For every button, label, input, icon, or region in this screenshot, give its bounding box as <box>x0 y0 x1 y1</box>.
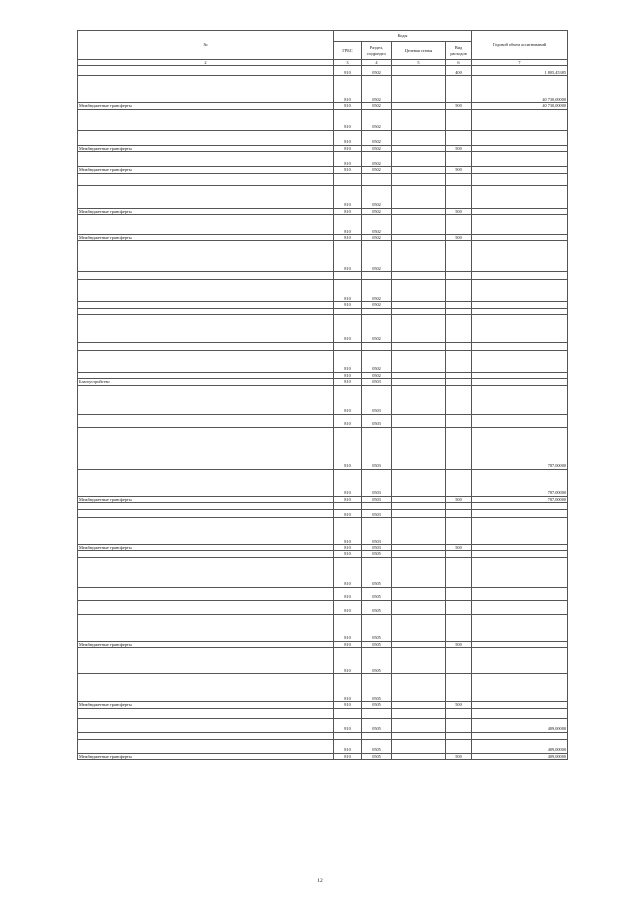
row-target <box>392 753 446 759</box>
row-section: 0505 <box>362 753 392 759</box>
header-codes: Коды <box>334 31 472 42</box>
row-section: 0503 <box>362 496 392 502</box>
row-section <box>362 272 392 280</box>
row-grbs: 810 <box>334 66 362 76</box>
row-grbs: 810 <box>334 302 362 308</box>
row-grbs: 810 <box>334 718 362 732</box>
row-target <box>392 510 446 518</box>
row-section: 0503 <box>362 518 392 545</box>
row-amount <box>472 648 568 674</box>
table-row <box>78 739 568 753</box>
row-description <box>78 587 334 600</box>
row-grbs: 810 <box>334 350 362 372</box>
row-section <box>362 342 392 350</box>
row-description: Благоустройство <box>78 379 334 385</box>
row-grbs: 810 <box>334 545 362 551</box>
table-row <box>78 185 568 208</box>
row-exp-type <box>446 510 472 518</box>
row-section <box>362 503 392 510</box>
row-amount <box>472 185 568 208</box>
row-target <box>392 152 446 167</box>
row-target <box>392 600 446 614</box>
row-grbs: 810 <box>334 385 362 414</box>
row-description <box>78 469 334 496</box>
row-section: 0502 <box>362 145 392 151</box>
row-target <box>392 518 446 545</box>
row-section: 0502 <box>362 241 392 272</box>
row-grbs: 810 <box>334 510 362 518</box>
row-amount <box>472 241 568 272</box>
row-target <box>392 215 446 235</box>
row-amount: 787,00000 <box>472 496 568 502</box>
row-section: 0505 <box>362 614 392 641</box>
row-target <box>392 732 446 739</box>
row-amount: 1 805,45385 <box>472 66 568 76</box>
row-target <box>392 130 446 145</box>
row-target <box>392 314 446 342</box>
row-exp-type: 500 <box>446 641 472 647</box>
row-amount <box>472 600 568 614</box>
header-no: № <box>78 31 334 60</box>
row-grbs: 810 <box>334 674 362 702</box>
row-section: 0502 <box>362 302 392 308</box>
row-grbs: 810 <box>334 372 362 378</box>
table-row <box>78 503 568 510</box>
row-grbs: 810 <box>334 145 362 151</box>
row-description <box>78 185 334 208</box>
row-section: 0502 <box>362 215 392 235</box>
row-exp-type <box>446 600 472 614</box>
row-description <box>78 241 334 272</box>
row-grbs: 810 <box>334 753 362 759</box>
row-grbs: 810 <box>334 103 362 109</box>
row-exp-type: 400 <box>446 66 472 76</box>
table-row <box>78 469 568 496</box>
table-row <box>78 350 568 372</box>
row-grbs: 810 <box>334 167 362 173</box>
row-exp-type <box>446 414 472 427</box>
row-section: 0502 <box>362 208 392 214</box>
row-target <box>392 185 446 208</box>
row-exp-type <box>446 503 472 510</box>
row-amount <box>472 342 568 350</box>
row-exp-type: 500 <box>446 103 472 109</box>
row-description <box>78 350 334 372</box>
row-section: 0502 <box>362 350 392 372</box>
row-description <box>78 109 334 130</box>
row-amount <box>472 314 568 342</box>
row-target <box>392 76 446 103</box>
row-description <box>78 272 334 280</box>
table-row <box>78 215 568 235</box>
row-exp-type <box>446 280 472 302</box>
row-amount: 40 730,00000 <box>472 103 568 109</box>
colnum-2: 2 <box>78 60 334 66</box>
row-section: 0502 <box>362 372 392 378</box>
row-target <box>392 614 446 641</box>
table-row <box>78 674 568 702</box>
row-grbs: 810 <box>334 152 362 167</box>
row-description: Межбюджетные трансферты <box>78 103 334 109</box>
row-exp-type <box>446 350 472 372</box>
row-section: 0505 <box>362 718 392 732</box>
row-exp-type: 500 <box>446 167 472 173</box>
row-exp-type <box>446 173 472 185</box>
row-grbs: 810 <box>334 614 362 641</box>
row-description <box>78 503 334 510</box>
row-target <box>392 385 446 414</box>
row-description <box>78 342 334 350</box>
row-target <box>392 272 446 280</box>
row-description: Межбюджетные трансферты <box>78 235 334 241</box>
row-description <box>78 518 334 545</box>
row-description <box>78 76 334 103</box>
row-grbs: 810 <box>334 702 362 708</box>
page-number: 12 <box>317 878 323 884</box>
row-exp-type <box>446 739 472 753</box>
row-description <box>78 130 334 145</box>
row-exp-type <box>446 385 472 414</box>
row-section: 0502 <box>362 76 392 103</box>
row-amount <box>472 109 568 130</box>
row-target <box>392 503 446 510</box>
row-amount <box>472 414 568 427</box>
row-grbs: 810 <box>334 185 362 208</box>
row-description <box>78 648 334 674</box>
row-description <box>78 385 334 414</box>
row-amount <box>472 732 568 739</box>
row-exp-type <box>446 109 472 130</box>
row-grbs: 810 <box>334 76 362 103</box>
table-row <box>78 280 568 302</box>
row-section: 0502 <box>362 130 392 145</box>
row-exp-type <box>446 718 472 732</box>
row-description <box>78 66 334 76</box>
row-grbs: 810 <box>334 641 362 647</box>
row-section <box>362 708 392 718</box>
table-row <box>78 173 568 185</box>
row-description <box>78 732 334 739</box>
row-grbs: 810 <box>334 469 362 496</box>
row-description: Межбюджетные трансферты <box>78 167 334 173</box>
table-row <box>78 414 568 427</box>
row-description <box>78 674 334 702</box>
row-description <box>78 215 334 235</box>
row-amount <box>472 614 568 641</box>
row-section: 0505 <box>362 587 392 600</box>
row-section: 0503 <box>362 414 392 427</box>
row-grbs <box>334 272 362 280</box>
row-target <box>392 280 446 302</box>
row-target <box>392 648 446 674</box>
row-exp-type <box>446 152 472 167</box>
colnum-7: 7 <box>472 60 568 66</box>
row-target <box>392 414 446 427</box>
row-section: 0503 <box>362 510 392 518</box>
row-description <box>78 718 334 732</box>
row-grbs <box>334 503 362 510</box>
row-exp-type: 500 <box>446 702 472 708</box>
row-section: 0503 <box>362 545 392 551</box>
row-section <box>362 732 392 739</box>
row-description <box>78 314 334 342</box>
table-row <box>78 557 568 587</box>
row-section: 0505 <box>362 600 392 614</box>
row-section: 0503 <box>362 469 392 496</box>
row-target <box>392 350 446 372</box>
row-section: 0502 <box>362 66 392 76</box>
row-exp-type <box>446 342 472 350</box>
row-exp-type <box>446 215 472 235</box>
row-section <box>362 173 392 185</box>
budget-allocation-table <box>77 30 568 760</box>
row-amount: 787,00000 <box>472 469 568 496</box>
header-exp-type: Вид расходов <box>446 42 472 60</box>
row-section: 0505 <box>362 648 392 674</box>
row-amount <box>472 674 568 702</box>
row-grbs: 810 <box>334 587 362 600</box>
row-grbs <box>334 173 362 185</box>
row-exp-type <box>446 130 472 145</box>
colnum-4: 4 <box>362 60 392 66</box>
row-grbs: 810 <box>334 314 362 342</box>
row-description <box>78 557 334 587</box>
row-grbs: 810 <box>334 557 362 587</box>
table-row <box>78 241 568 272</box>
table-row <box>78 342 568 350</box>
row-description: Межбюджетные трансферты <box>78 753 334 759</box>
row-grbs: 810 <box>334 109 362 130</box>
row-amount <box>472 503 568 510</box>
row-grbs: 810 <box>334 600 362 614</box>
row-amount <box>472 518 568 545</box>
row-description: Межбюджетные трансферты <box>78 702 334 708</box>
row-section: 0505 <box>362 674 392 702</box>
table-row <box>78 648 568 674</box>
table-row <box>78 718 568 732</box>
row-amount <box>472 280 568 302</box>
row-grbs: 810 <box>334 130 362 145</box>
row-amount <box>472 173 568 185</box>
row-grbs: 810 <box>334 739 362 753</box>
header-section: Раздел, подраздел <box>362 42 392 60</box>
row-exp-type: 500 <box>446 208 472 214</box>
row-target <box>392 718 446 732</box>
table-row <box>78 600 568 614</box>
row-description: Межбюджетные трансферты <box>78 641 334 647</box>
table-row <box>78 732 568 739</box>
table-row <box>78 76 568 103</box>
row-exp-type <box>446 614 472 641</box>
row-description <box>78 614 334 641</box>
row-description: Межбюджетные трансферты <box>78 208 334 214</box>
row-exp-type <box>446 469 472 496</box>
row-exp-type <box>446 314 472 342</box>
row-exp-type <box>446 427 472 469</box>
table-body <box>78 66 568 760</box>
row-grbs: 810 <box>334 414 362 427</box>
table-row <box>78 518 568 545</box>
row-target <box>392 427 446 469</box>
colnum-5: 5 <box>392 60 446 66</box>
row-amount: 787,00000 <box>472 427 568 469</box>
row-amount <box>472 708 568 718</box>
row-exp-type <box>446 648 472 674</box>
row-amount <box>472 510 568 518</box>
row-section: 0505 <box>362 641 392 647</box>
table-row <box>78 708 568 718</box>
table-row <box>78 753 568 759</box>
row-description: Межбюджетные трансферты <box>78 145 334 151</box>
row-exp-type <box>446 241 472 272</box>
table-row <box>78 109 568 130</box>
row-exp-type <box>446 674 472 702</box>
row-amount <box>472 152 568 167</box>
row-exp-type <box>446 708 472 718</box>
row-description <box>78 152 334 167</box>
row-grbs: 810 <box>334 518 362 545</box>
row-amount <box>472 557 568 587</box>
row-exp-type: 500 <box>446 235 472 241</box>
row-exp-type <box>446 732 472 739</box>
row-target <box>392 674 446 702</box>
table-row <box>78 272 568 280</box>
row-section: 0502 <box>362 152 392 167</box>
row-section: 0502 <box>362 280 392 302</box>
row-exp-type: 500 <box>446 753 472 759</box>
row-grbs <box>334 342 362 350</box>
row-section: 0505 <box>362 739 392 753</box>
row-grbs: 810 <box>334 496 362 502</box>
row-grbs: 810 <box>334 427 362 469</box>
row-description <box>78 510 334 518</box>
row-amount: 40 730,00000 <box>472 76 568 103</box>
table-row <box>78 66 568 76</box>
row-target <box>392 587 446 600</box>
table-row <box>78 130 568 145</box>
row-description <box>78 708 334 718</box>
row-amount: 409,00000 <box>472 753 568 759</box>
row-target <box>392 109 446 130</box>
table-row <box>78 427 568 469</box>
header-target: Целевая статья <box>392 42 446 60</box>
header-grbs: ГРБС <box>334 42 362 60</box>
row-description <box>78 414 334 427</box>
row-grbs: 810 <box>334 215 362 235</box>
row-description: Межбюджетные трансферты <box>78 496 334 502</box>
row-exp-type: 500 <box>446 145 472 151</box>
row-grbs <box>334 732 362 739</box>
colnum-6: 6 <box>446 60 472 66</box>
row-section: 0503 <box>362 379 392 385</box>
row-exp-type <box>446 76 472 103</box>
row-exp-type: 500 <box>446 545 472 551</box>
row-description <box>78 600 334 614</box>
table-row <box>78 385 568 414</box>
row-description <box>78 173 334 185</box>
row-exp-type: 500 <box>446 496 472 502</box>
row-amount <box>472 130 568 145</box>
row-target <box>392 557 446 587</box>
row-section: 0502 <box>362 235 392 241</box>
row-section: 0502 <box>362 103 392 109</box>
row-section: 0502 <box>362 185 392 208</box>
row-grbs: 810 <box>334 648 362 674</box>
row-amount <box>472 385 568 414</box>
row-amount: 409,00000 <box>472 739 568 753</box>
row-grbs: 810 <box>334 280 362 302</box>
row-amount <box>472 587 568 600</box>
row-exp-type <box>446 587 472 600</box>
row-target <box>392 66 446 76</box>
row-amount <box>472 272 568 280</box>
row-section: 0503 <box>362 427 392 469</box>
row-section: 0505 <box>362 551 392 557</box>
row-grbs <box>334 708 362 718</box>
row-target <box>392 739 446 753</box>
header-annual: Годовой объем ассигнований <box>472 31 568 60</box>
row-amount: 409,00000 <box>472 718 568 732</box>
row-grbs: 810 <box>334 208 362 214</box>
table-header-row-1 <box>78 31 568 42</box>
row-section: 0505 <box>362 702 392 708</box>
row-target <box>392 241 446 272</box>
table-row <box>78 587 568 600</box>
table-row <box>78 614 568 641</box>
row-grbs: 810 <box>334 241 362 272</box>
row-target <box>392 173 446 185</box>
row-description <box>78 739 334 753</box>
table-row <box>78 152 568 167</box>
row-exp-type <box>446 557 472 587</box>
row-grbs: 810 <box>334 551 362 557</box>
row-section: 0502 <box>362 314 392 342</box>
row-exp-type <box>446 185 472 208</box>
row-grbs: 810 <box>334 235 362 241</box>
row-amount <box>472 215 568 235</box>
row-target <box>392 469 446 496</box>
row-exp-type <box>446 272 472 280</box>
row-exp-type <box>446 518 472 545</box>
row-description <box>78 280 334 302</box>
row-section: 0503 <box>362 385 392 414</box>
row-grbs: 810 <box>334 379 362 385</box>
colnum-3: 3 <box>334 60 362 66</box>
table-row <box>78 510 568 518</box>
row-section: 0505 <box>362 557 392 587</box>
row-target <box>392 708 446 718</box>
row-target <box>392 342 446 350</box>
row-amount <box>472 350 568 372</box>
table-row <box>78 314 568 342</box>
row-description <box>78 427 334 469</box>
row-section: 0502 <box>362 109 392 130</box>
row-section: 0502 <box>362 167 392 173</box>
row-description: Межбюджетные трансферты <box>78 545 334 551</box>
